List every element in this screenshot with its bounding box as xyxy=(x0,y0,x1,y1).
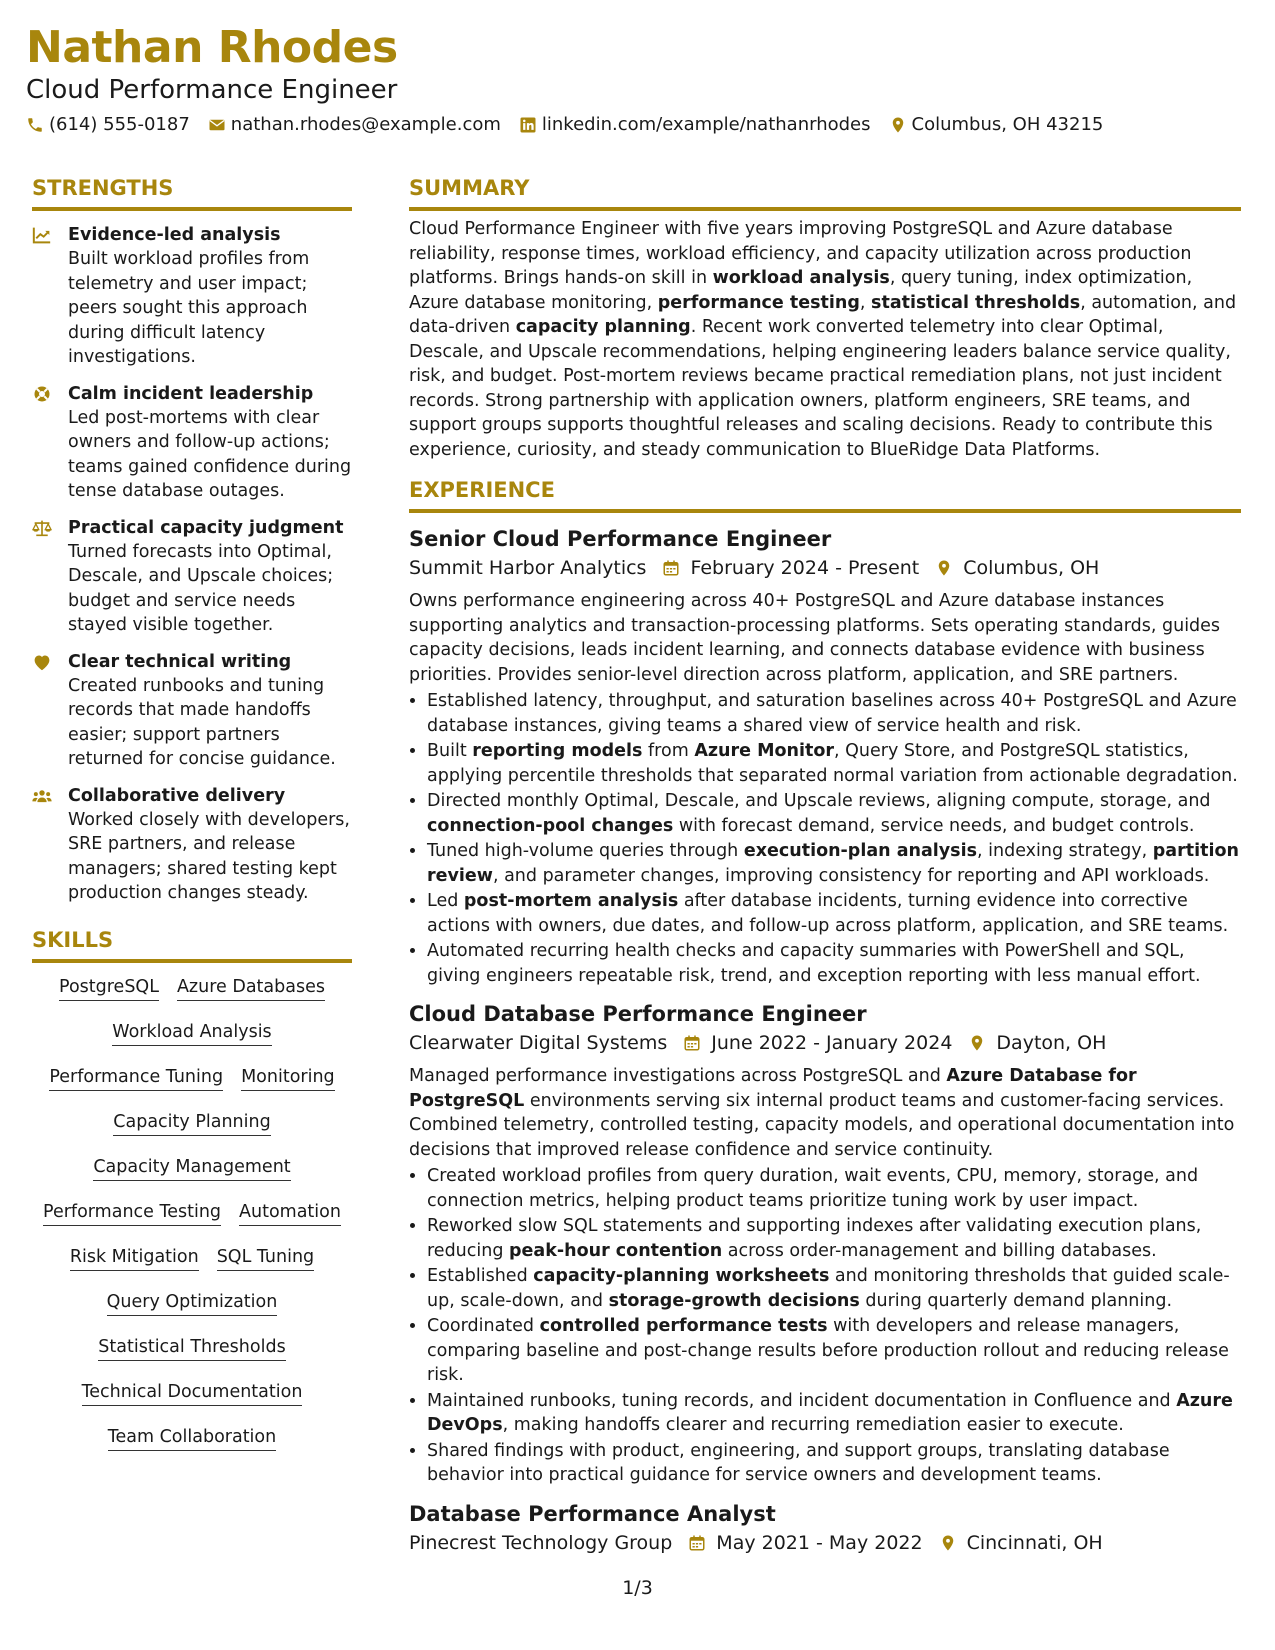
text-run: Established xyxy=(427,1266,534,1286)
text-run: Cloud Performance Engineer with five years improving PostgreSQL and Azure database reliability, response times, workload efficiency, and capacity utilization across production platforms. Brings hands-on skill in xyxy=(409,219,1192,288)
skill-tag: Performance Testing xyxy=(43,1202,221,1226)
bold-phrase: storage-growth decisions xyxy=(608,1290,860,1311)
bold-phrase: controlled performance tests xyxy=(539,1316,828,1336)
text-run: Coordinated xyxy=(427,1316,540,1336)
skills-heading: SKILLS xyxy=(32,927,114,952)
text-run: Owns performance engineering across 40+ PostgreSQL and Azure database instances supporting analytics and transaction-processing platforms. Sets operating standards, guides capacity decisions, leads incident learning, and connects database evidence with business priorities. Provides senior-level direction across platform, application, and SRE partners. xyxy=(409,591,1221,685)
bold-phrase: execution-plan analysis xyxy=(743,841,978,861)
strengths-list xyxy=(32,223,352,906)
text-run: Led xyxy=(427,891,464,911)
text-run: , making handoffs clearer and recurring remediation easier to execute. xyxy=(502,1415,1124,1435)
left-column xyxy=(32,176,352,1472)
job-bullet xyxy=(427,1164,1241,1213)
contact-map-pin[interactable] xyxy=(889,114,1104,135)
skill-tag: Monitoring xyxy=(241,1067,335,1091)
bold-phrase: Azure DevOps xyxy=(427,1390,1233,1435)
skill-tag: Statistical Thresholds xyxy=(98,1337,285,1361)
job-location: Cincinnati, OH xyxy=(966,1531,1103,1554)
summary-heading: SUMMARY xyxy=(409,176,530,200)
job-bullet xyxy=(427,689,1241,738)
skill-tag: Technical Documentation xyxy=(82,1382,303,1406)
skill-tag: Performance Tuning xyxy=(49,1067,223,1091)
text-run: . Recent work converted telemetry into clear Optimal, Descale, and Upscale recommendations, helping engineering leaders balance service quality, risk, and budget. Post-mortem reviews became practical remediation plans, not just incident records. Strong partnership with application owners, platform engineers, SRE teams, and support groups supports thoughtful releases and scaling decisions. Ready to contribute this experience, curiosity, and steady communication to BlueRidge Data Platforms. xyxy=(409,317,1231,460)
strength-item xyxy=(32,382,352,504)
strength-title: Calm incident leadership xyxy=(68,383,314,404)
job-title: Database Performance Analyst xyxy=(409,1501,776,1526)
skill-row xyxy=(32,1427,352,1472)
skill-row xyxy=(32,1247,352,1292)
map-pin-icon xyxy=(935,559,953,577)
map-pin-icon xyxy=(968,1034,986,1052)
strength-title: Clear technical writing xyxy=(68,651,292,672)
calendar-icon xyxy=(662,559,680,577)
skill-row xyxy=(32,1202,352,1247)
bold-phrase: Azure Database for PostgreSQL xyxy=(409,1066,1137,1111)
bold-phrase: post-mortem analysis xyxy=(463,891,679,911)
skill-tag: Team Collaboration xyxy=(108,1427,276,1451)
text-run: , indexing strategy, xyxy=(977,841,1153,861)
skill-tag: Automation xyxy=(239,1202,341,1226)
users-icon xyxy=(32,784,54,906)
bold-phrase: capacity planning xyxy=(515,317,691,337)
company-name: Clearwater Digital Systems xyxy=(409,1032,668,1054)
right-column xyxy=(409,176,1241,1564)
section-divider xyxy=(32,959,352,963)
calendar-icon xyxy=(688,1534,706,1552)
text-run: Maintained runbooks, tuning records, and incident documentation in Confluence and xyxy=(427,1390,1177,1411)
job-bullet xyxy=(427,839,1241,888)
text-run: with developers and release managers, comparing baseline and post-change results before production rollout and reducing release risk. xyxy=(427,1316,1229,1385)
skill-row xyxy=(32,1022,352,1067)
strength-title: Practical capacity judgment xyxy=(68,517,344,538)
job-dates: May 2021 - May 2022 xyxy=(716,1531,923,1554)
job-bullet xyxy=(427,1264,1241,1313)
job-bullet xyxy=(427,889,1241,938)
text-run: Managed performance investigations across PostgreSQL and xyxy=(409,1066,947,1086)
skill-row xyxy=(32,1337,352,1382)
strength-description: Worked closely with developers, SRE partners, and release managers; shared testing kept production changes steady. xyxy=(68,809,350,903)
contact-phone[interactable] xyxy=(26,114,190,135)
contact-text: (614) 555-0187 xyxy=(49,114,190,135)
text-run: with forecast demand, service needs, and budget controls. xyxy=(673,815,1195,836)
text-run: and monitoring thresholds that guided scale-up, scale-down, and xyxy=(427,1266,1230,1311)
contact-linkedin[interactable] xyxy=(519,114,871,135)
text-run: Automated recurring health checks and capacity summaries with PowerShell and SQL, giving engineers repeatable risk, trend, and exception reporting with less manual effort. xyxy=(427,941,1201,986)
contact-text: Columbus, OH 43215 xyxy=(911,114,1104,135)
calendar-icon xyxy=(683,1034,701,1052)
heart-icon xyxy=(32,650,54,772)
strength-item xyxy=(32,784,352,906)
company-name: Summit Harbor Analytics xyxy=(409,557,647,579)
page-number: 1/3 xyxy=(622,1577,653,1599)
text-run: Established latency, throughput, and saturation baselines across 40+ PostgreSQL and Azure database instances, giving teams a shared view of service health and risk. xyxy=(427,691,1237,736)
candidate-title: Cloud Performance Engineer xyxy=(26,75,398,105)
job-entry xyxy=(409,527,1241,988)
text-run: Built xyxy=(427,741,473,761)
job-dates: June 2022 - January 2024 xyxy=(711,1032,953,1054)
job-bullet xyxy=(427,1439,1241,1488)
bold-phrase: capacity-planning worksheets xyxy=(533,1266,830,1286)
chart-line-icon xyxy=(32,223,54,370)
summary-text xyxy=(409,217,1241,462)
text-run: Created workload profiles from query duration, wait events, CPU, memory, storage, and connection metrics, helping product teams prioritize tuning work by user impact. xyxy=(427,1166,1199,1211)
strength-body xyxy=(68,650,352,772)
strength-title: Collaborative delivery xyxy=(68,785,286,806)
job-meta xyxy=(409,1032,1241,1054)
strength-description: Led post-mortems with clear owners and follow-up actions; teams gained confidence during tense database outages. xyxy=(68,407,352,501)
skill-tag: Risk Mitigation xyxy=(70,1247,199,1271)
job-bullet xyxy=(427,1389,1241,1438)
contact-text: nathan.rhodes@example.com xyxy=(230,114,501,135)
job-bullet xyxy=(427,1314,1241,1388)
bold-phrase: peak-hour contention xyxy=(509,1240,723,1261)
skill-row xyxy=(32,977,352,1022)
text-run: Shared findings with product, engineering, and support groups, translating database behavior into practical guidance for service owners and development teams. xyxy=(427,1440,1170,1485)
bold-phrase: reporting models xyxy=(472,741,643,761)
text-run: Reworked slow SQL statements and supporting indexes after validating execution plans, reducing xyxy=(427,1216,1202,1261)
job-entry xyxy=(409,1002,1241,1488)
job-bullets xyxy=(409,689,1241,988)
job-title: Cloud Database Performance Engineer xyxy=(409,1002,867,1026)
job-description xyxy=(409,1064,1241,1162)
strength-item xyxy=(32,516,352,638)
bold-phrase: performance testing xyxy=(657,292,860,313)
job-location: Dayton, OH xyxy=(996,1032,1107,1054)
skill-row xyxy=(32,1112,352,1157)
job-location: Columbus, OH xyxy=(963,557,1100,579)
strength-description: Built workload profiles from telemetry and user impact; peers sought this approach during difficult latency investigations. xyxy=(68,249,310,367)
text-run: , and parameter changes, improving consistency for reporting and API workloads. xyxy=(492,865,1210,886)
skill-row xyxy=(32,1157,352,1202)
envelope-icon xyxy=(208,116,226,134)
job-description xyxy=(409,589,1241,687)
text-run: Tuned high-volume queries through xyxy=(427,841,744,861)
job-title: Senior Cloud Performance Engineer xyxy=(409,527,832,551)
strengths-heading: STRENGTHS xyxy=(32,176,174,200)
bold-phrase: statistical thresholds xyxy=(871,292,1081,313)
job-bullets xyxy=(409,1164,1241,1488)
company-name: Pinecrest Technology Group xyxy=(409,1531,673,1554)
bold-phrase: Azure Monitor xyxy=(694,741,835,761)
skill-tag: Query Optimization xyxy=(107,1292,278,1316)
strength-title: Evidence-led analysis xyxy=(68,225,281,245)
text-run: , query tuning, index optimization, Azure database monitoring, xyxy=(409,268,1193,313)
text-run: from xyxy=(642,741,695,761)
skill-tag: Workload Analysis xyxy=(112,1022,271,1046)
text-run: Directed monthly Optimal, Descale, and Upscale reviews, aligning compute, storage, and xyxy=(427,791,1211,811)
bold-phrase: partition review xyxy=(427,841,1239,886)
skills-list xyxy=(32,977,352,1472)
strength-body xyxy=(68,223,352,370)
map-pin-icon xyxy=(889,116,907,134)
text-run: during quarterly demand planning. xyxy=(859,1290,1173,1311)
strength-description: Turned forecasts into Optimal, Descale, and Upscale choices; budget and service needs stayed visible together. xyxy=(68,541,334,635)
map-pin-icon xyxy=(939,1534,957,1552)
text-run: across order-management and billing databases. xyxy=(722,1240,1157,1261)
contact-text: linkedin.com/example/nathanrhodes xyxy=(541,114,871,135)
job-meta xyxy=(409,1532,1241,1554)
strength-body xyxy=(68,516,352,638)
skill-tag: SQL Tuning xyxy=(217,1247,314,1271)
contact-envelope[interactable] xyxy=(208,114,501,135)
text-run: after database incidents, turning evidence into corrective actions with owners, due dates, and follow-up across platform, application, and SRE teams. xyxy=(427,891,1229,936)
skills-section xyxy=(32,928,352,1472)
contact-bar xyxy=(26,114,1103,135)
strength-body xyxy=(68,382,352,504)
job-meta xyxy=(409,557,1241,579)
experience-heading: EXPERIENCE xyxy=(409,478,555,502)
skill-tag: Azure Databases xyxy=(177,977,325,1001)
scale-balance-icon xyxy=(32,516,54,638)
experience-list xyxy=(409,527,1241,1554)
job-bullet xyxy=(427,1214,1241,1263)
job-bullet xyxy=(427,789,1241,838)
skill-tag: PostgreSQL xyxy=(59,977,159,1001)
strength-description: Created runbooks and tuning records that made handoffs easier; support partners returned for concise guidance. xyxy=(68,675,336,769)
text-run: , automation, and data-driven xyxy=(409,292,1237,337)
text-run: , xyxy=(859,292,872,313)
text-run: environments serving six internal product teams and customer-facing services. Combined telemetry, controlled testing, capacity models, and operational documentation into decisions that improved release confidence and service continuity. xyxy=(409,1090,1235,1160)
bold-phrase: connection-pool changes xyxy=(427,815,674,836)
skill-row xyxy=(32,1292,352,1337)
candidate-name: Nathan Rhodes xyxy=(26,22,398,73)
bold-phrase: workload analysis xyxy=(712,268,890,288)
strength-item xyxy=(32,223,352,370)
skill-tag: Capacity Management xyxy=(93,1157,290,1181)
job-bullet xyxy=(427,739,1241,788)
strength-body xyxy=(68,784,352,906)
section-divider xyxy=(409,207,1241,211)
text-run: , Query Store, and PostgreSQL statistics, applying percentile thresholds that separated normal variation from actionable degradation. xyxy=(427,741,1238,786)
section-divider xyxy=(409,509,1241,513)
job-entry xyxy=(409,1502,1241,1554)
strength-item xyxy=(32,650,352,772)
phone-icon xyxy=(26,116,44,134)
job-bullet xyxy=(427,939,1241,988)
section-divider xyxy=(32,207,352,211)
linkedin-icon xyxy=(519,116,537,134)
life-ring-icon xyxy=(32,382,54,504)
skill-row xyxy=(32,1382,352,1427)
skill-tag: Capacity Planning xyxy=(113,1112,270,1136)
skill-row xyxy=(32,1067,352,1112)
job-dates: February 2024 - Present xyxy=(690,557,920,579)
